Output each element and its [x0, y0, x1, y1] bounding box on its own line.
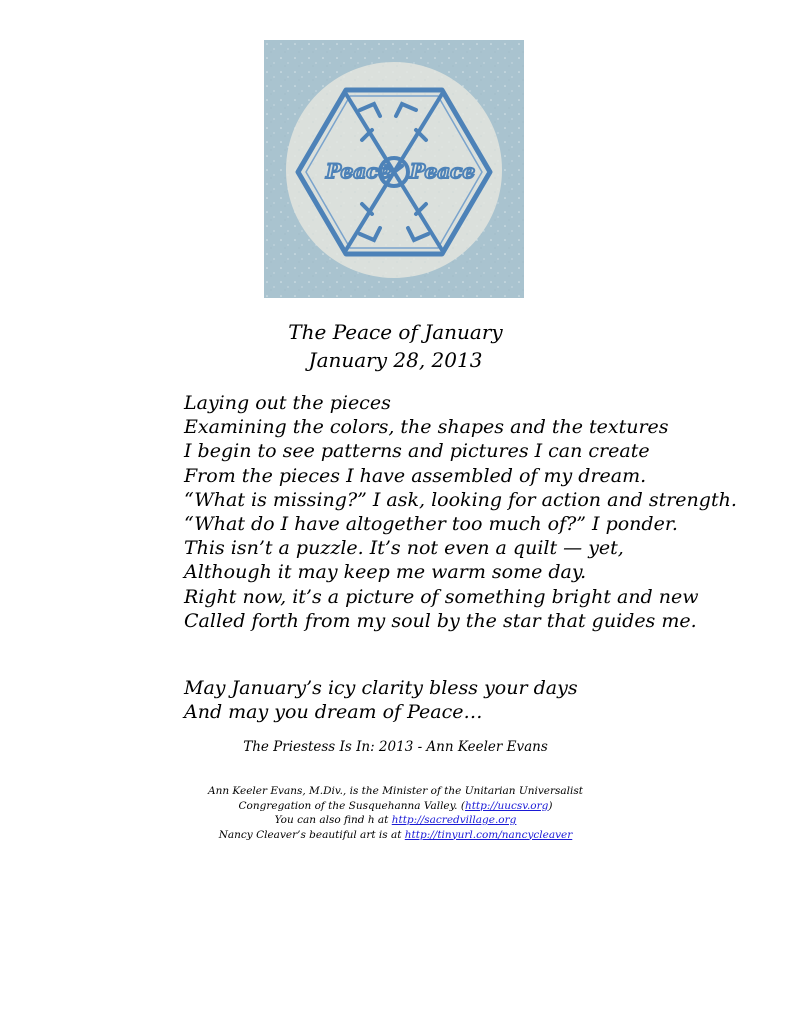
poem-body	[184, 391, 737, 633]
poem-line: “What is missing?” I ask, looking for action and strength.	[184, 488, 737, 511]
uucsv-link[interactable]: http://uucsv.org	[464, 799, 549, 812]
sacredvillage-link[interactable]: http://sacredvillage.org	[391, 814, 517, 826]
poem-title: The Peace of January	[288, 320, 503, 344]
poem-line: Although it may keep me warm some day.	[184, 561, 587, 584]
poem-line: Right now, it’s a picture of something bright and new	[184, 585, 699, 608]
bio-line-4-prefix: Nancy Cleaver’s beautiful art is at	[218, 828, 405, 841]
bio-line-4	[0, 828, 791, 843]
poem-line: From the pieces I have assembled of my dream.	[184, 464, 647, 487]
bio-line-2-suffix: )	[548, 799, 553, 812]
bio-line-2	[0, 799, 791, 814]
poem-line: “What do I have altogether too much of?” I ponder.	[184, 513, 678, 536]
poem-line: Called forth from my soul by the star that guides me.	[184, 609, 697, 632]
bio-line-1: Ann Keeler Evans, M.Div., is the Minister of the Unitarian Universalist	[207, 785, 583, 797]
artwork-image	[264, 40, 524, 298]
bio-line-3	[0, 813, 791, 828]
bio-line-2-prefix: Congregation of the Susquehanna Valley. (	[238, 799, 465, 812]
artwork-lettering-left: Peace	[326, 159, 392, 183]
poem-line: This isn’t a puzzle. It’s not even a quilt — yet,	[184, 537, 624, 560]
poem-line: Examining the colors, the shapes and the textures	[184, 416, 669, 439]
snowflake-peace-artwork-icon	[264, 40, 524, 298]
author-bio	[0, 784, 791, 842]
poem-line: I begin to see patterns and pictures I can create	[184, 440, 650, 463]
bio-line-3-prefix: You can also find h at	[274, 814, 392, 826]
artwork-lettering-right: Peace	[410, 159, 476, 183]
poem-blessing	[184, 676, 578, 724]
poem-date: January 28, 2013	[308, 348, 483, 372]
blessing-line: May January’s icy clarity bless your days	[184, 677, 578, 699]
poem-line: Laying out the pieces	[184, 392, 391, 414]
nancycleaver-link[interactable]: http://tinyurl.com/nancycleaver	[404, 828, 573, 841]
blessing-line: And may you dream of Peace…	[184, 701, 483, 724]
poem-credit: The Priestess Is In: 2013 - Ann Keeler Evans	[243, 739, 548, 755]
